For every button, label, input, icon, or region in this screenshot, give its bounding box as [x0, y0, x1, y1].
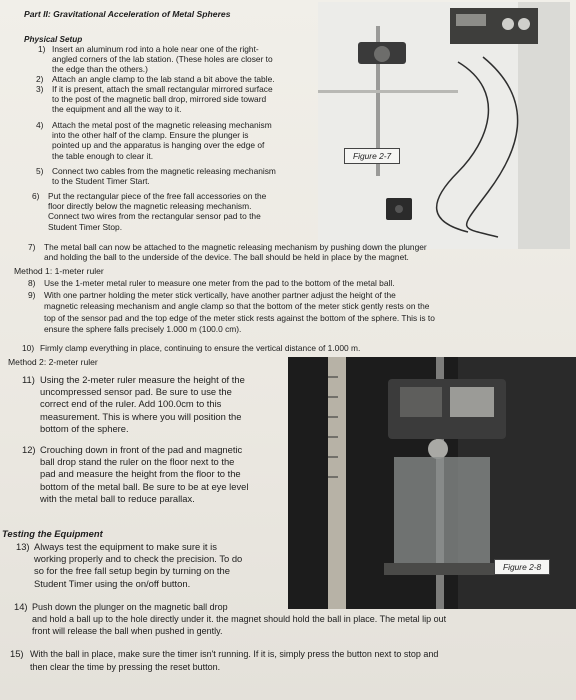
document-page: Part II: Gravitational Acceleration of Metal Spheres Figure 2-7 Figure 2-8 Physical Setup 1) Insert an aluminum rod into a hole near one of the right- angled corners of the lab station. (These holes are closer to the edge than the others.) 2) Attach an angle clamp to the lab stand a bit above the table. 3) If it is present, attach the small rectangular mirrored surface to the post of the magnetic ball drop, mirrored side toward the equipment and all the way to it. 4) Attach the metal post of the magnetic releasing mechanism into the other half of the clamp. Ensure the plunger is pointed up and the apparatus is hanging over the edge of the table enough to clear it. 5) Connect two cables from the magnetic releasing mechanism to the Student Timer Start. 6) Put the rectangular piece of the free fall accessories on the floor directly below the magnetic releasing mechanism. Connect two wires from the rectangular sensor pad to the Student Timer Stop. 7) The metal ball can now be attached to the magnetic releasing mechanism by pushing down the plunger and holding the ball to the underside of the device. The ball should be held in place by the magnet. Method 1: 1-meter ruler 8) Use the 1-meter metal ruler to measure one meter from the pad to the bottom of the metal ball. 9) With one partner holding the meter stick vertically, have another partner adjust the height of the magnetic releasing mechanism and angle clamp so that the bottom of the meter stick gently rests on the top of the sensor pad and the top edge of the meter stick rests against the bottom of the sphere. This is to ensure the sphere falls precisely 1.000 m (100.0 cm). 10) Firmly clamp everything in place, continuing to ensure the vertical distance of 1.000 m. Method 2: 2-meter ruler 11) Using the 2-meter ruler measure the height of the uncompressed sensor pad. Be sure to use the correct end of the ruler. Add 100.0cm to this measurement. This is where you will position the bottom of the sphere. 12) Crouching down in front of the pad and magnetic ball drop stand the ruler on the floor next to the pad and measure the height from the floor to the bottom of the metal ball. Be sure to be at eye level with the metal ball to reduce parallax. Testing the Equipment 13) Always test the equipment to make sure it is working properly and to check the precision. To do so for the free fall setup begin by turning on the Student Timer using the on/off button. 14) Push down the plunger on the magnetic ball drop and hold a ball up to the hole directly under it. the magnet should hold the ball in place. The metal lip out front will release the ball when pushed in gently. 15) With the ball in place, make sure the timer isn't running. If it is, simply press the button next to stop and then clear the time by pressing the reset button. — [0, 0, 576, 700]
figure-2-8-label: Figure 2-8 — [494, 559, 550, 575]
document-title: Part II: Gravitational Acceleration of Metal Spheres — [24, 9, 231, 19]
figure-2-7-label: Figure 2-7 — [344, 148, 400, 164]
physical-setup-heading: Physical Setup — [24, 35, 83, 44]
testing-heading: Testing the Equipment — [2, 528, 103, 539]
method-2-heading: Method 2: 2-meter ruler — [8, 357, 98, 367]
figure-2-7-photo — [318, 2, 570, 249]
method-1-heading: Method 1: 1-meter ruler — [14, 266, 104, 276]
figure-2-8-photo — [288, 357, 576, 609]
